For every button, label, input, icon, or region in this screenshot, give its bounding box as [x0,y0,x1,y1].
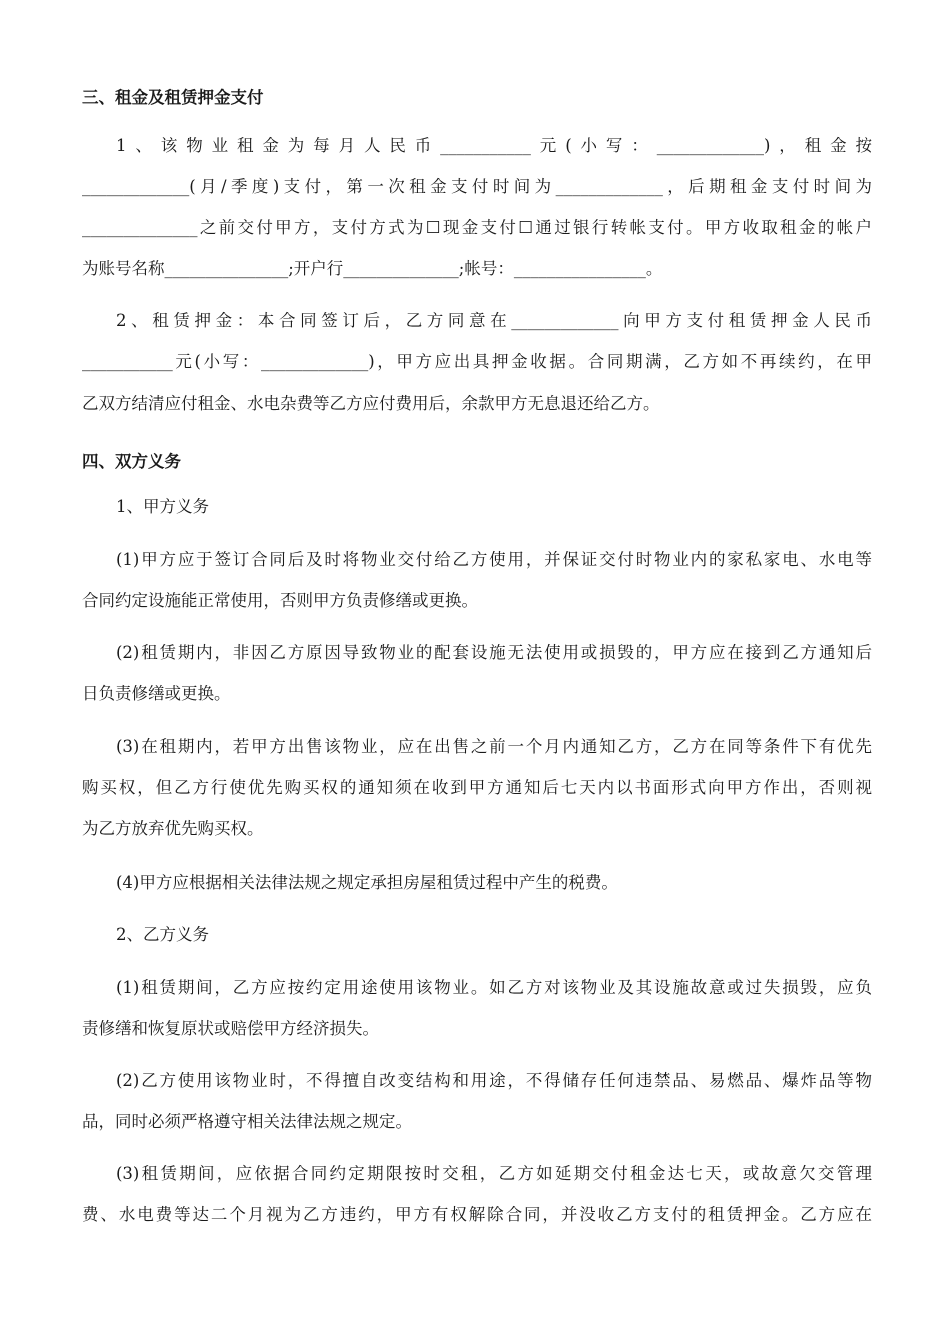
paragraph-line: (1)甲方应于签订合同后及时将物业交付给乙方使用，并保证交付时物业内的家私家电、水电等 [116,550,872,569]
paragraph-line: (3)租赁期间，应依据合同约定期限按时交租，乙方如延期交付租金达七天，或故意欠交管理 [116,1164,872,1183]
section-heading-obligations: 四、双方义务 [82,452,181,471]
paragraph-line: 为账号名称_______________;开户行______________;帐号：________________。 [82,259,663,278]
paragraph-line: (2)租赁期内，非因乙方原因导致物业的配套设施无法使用或损毁的，甲方应在接到乙方通知后 [116,643,872,662]
paragraph-line: (2)乙方使用该物业时，不得擅自改变结构和用途，不得储存任何违禁品、易燃品、爆炸品等物 [116,1071,872,1090]
paragraph-line: 合同约定设施能正常使用，否则甲方负责修缮或更换。 [82,591,478,610]
paragraph-line: 购买权，但乙方行使优先购买权的通知须在收到甲方通知后七天内以书面形式向甲方作出，否则视 [82,778,872,797]
paragraph-line: (3)在租期内，若甲方出售该物业，应在出售之前一个月内通知乙方，乙方在同等条件下有优先 [116,737,872,756]
subsection-title-party-a: 1、甲方义务 [116,497,209,516]
paragraph-line: 责修缮和恢复原状或赔偿甲方经济损失。 [82,1019,379,1038]
subsection-title-party-b: 2、乙方义务 [116,925,209,944]
paragraph-line: 日负责修缮或更换。 [82,684,231,703]
paragraph-line: (4)甲方应根据相关法律法规之规定承担房屋租赁过程中产生的税费。 [116,873,618,892]
paragraph-line: 品，同时必须严格遵守相关法律法规之规定。 [82,1112,412,1131]
section-heading-rent-deposit: 三、租金及租赁押金支付 [82,88,264,107]
paragraph-line: 2、租赁押金：本合同签订后，乙方同意在_____________向甲方支付租赁押金人民币 [116,311,872,330]
paragraph-line: 费、水电费等达二个月视为乙方违约，甲方有权解除合同，并没收乙方支付的租赁押金。乙方应在 [82,1205,872,1224]
paragraph-line: ___________元(小写：_____________)，甲方应出具押金收据。合同期满，乙方如不再续约，在甲 [82,352,872,371]
paragraph-line: 为乙方放弃优先购买权。 [82,819,264,838]
paragraph-line: (1)租赁期间，乙方应按约定用途使用该物业。如乙方对该物业及其设施故意或过失损毁，应负 [116,978,872,997]
paragraph-line: 1、该物业租金为每月人民币___________元(小写：_____________)，租金按 [116,136,872,155]
paragraph-line: ______________之前交付甲方，支付方式为☐现金支付☐通过银行转帐支付。甲方收取租金的帐户 [82,218,872,237]
paragraph-line: 乙双方结清应付租金、水电杂费等乙方应付费用后，余款甲方无息退还给乙方。 [82,394,660,413]
paragraph-line: _____________(月/季度)支付，第一次租金支付时间为_____________，后期租金支付时间为 [82,177,872,196]
